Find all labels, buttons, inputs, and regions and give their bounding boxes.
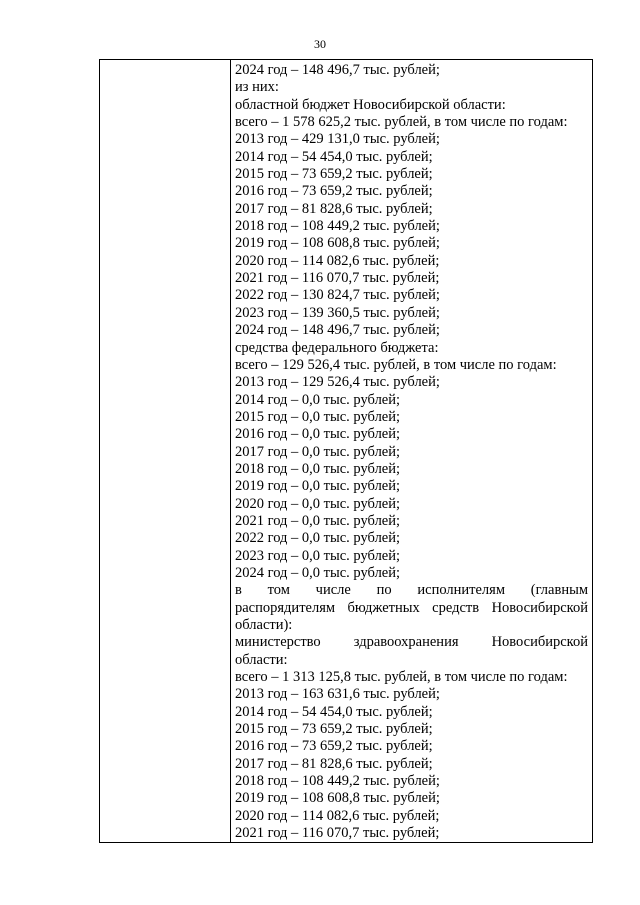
- text-line: всего – 129 526,4 тыс. рублей, в том числе по годам:: [235, 356, 557, 373]
- text-line: области:: [235, 651, 288, 668]
- text-line: 2015 год – 0,0 тыс. рублей;: [235, 408, 401, 425]
- text-line: министерство здравоохранения Новосибирской: [235, 634, 588, 651]
- text-line: 2013 год – 429 131,0 тыс. рублей;: [235, 131, 440, 148]
- text-line: 2021 год – 116 070,7 тыс. рублей;: [235, 270, 440, 287]
- table-content-cell: [231, 60, 593, 843]
- text-line: 2017 год – 81 828,6 тыс. рублей;: [235, 200, 433, 217]
- text-line: 2015 год – 73 659,2 тыс. рублей;: [235, 721, 433, 738]
- text-line: 2016 год – 73 659,2 тыс. рублей;: [235, 183, 433, 200]
- text-line: области):: [235, 617, 293, 633]
- text-line: 2023 год – 139 360,5 тыс. рублей;: [235, 304, 440, 321]
- table-label-cell: [100, 60, 231, 843]
- text-line: 2020 год – 114 082,6 тыс. рублей;: [235, 807, 440, 824]
- text-line: 2016 год – 0,0 тыс. рублей;: [235, 426, 401, 443]
- table-row: [100, 60, 593, 843]
- text-line: 2022 год – 130 824,7 тыс. рублей;: [235, 287, 440, 304]
- page-number: 30: [314, 37, 326, 51]
- text-line: 2020 год – 0,0 тыс. рублей;: [235, 495, 401, 512]
- text-line: 2024 год – 148 496,7 тыс. рублей;: [235, 322, 440, 339]
- text-line: средства федерального бюджета:: [235, 339, 439, 356]
- text-line: 2023 год – 0,0 тыс. рублей;: [235, 547, 401, 564]
- text-line: 2021 год – 0,0 тыс. рублей;: [235, 512, 401, 529]
- text-line: 2017 год – 81 828,6 тыс. рублей;: [235, 755, 433, 772]
- text-line: в том числе по исполнителям (главным: [235, 582, 588, 599]
- text-line: 2019 год – 108 608,8 тыс. рублей;: [235, 790, 440, 807]
- text-line: 2019 год – 0,0 тыс. рублей;: [235, 478, 401, 495]
- text-line: 2014 год – 54 454,0 тыс. рублей;: [235, 703, 433, 720]
- text-line: 2017 год – 0,0 тыс. рублей;: [235, 443, 401, 460]
- text-line: 2013 год – 129 526,4 тыс. рублей;: [235, 374, 440, 391]
- text-line: 2014 год – 0,0 тыс. рублей;: [235, 391, 401, 408]
- text-line: 2015 год – 73 659,2 тыс. рублей;: [235, 166, 433, 183]
- text-line: 2018 год – 108 449,2 тыс. рублей;: [235, 773, 440, 790]
- text-line: областной бюджет Новосибирской области:: [235, 96, 506, 113]
- text-line: 2020 год – 114 082,6 тыс. рублей;: [235, 252, 440, 269]
- text-line: 2019 год – 108 608,8 тыс. рублей;: [235, 235, 440, 252]
- text-line: 2013 год – 163 631,6 тыс. рублей;: [235, 686, 440, 703]
- text-line: 2018 год – 108 449,2 тыс. рублей;: [235, 218, 440, 235]
- program-funding-table: [99, 59, 593, 843]
- text-line: всего – 1 313 125,8 тыс. рублей, в том числе по годам:: [235, 669, 568, 686]
- text-line: 2018 год – 0,0 тыс. рублей;: [235, 460, 401, 477]
- text-line: 2024 год – 0,0 тыс. рублей;: [235, 564, 401, 581]
- text-line: 2016 год – 73 659,2 тыс. рублей;: [235, 738, 433, 755]
- text-line: 2021 год – 116 070,7 тыс. рублей;: [235, 825, 440, 842]
- funding-text-block: [235, 62, 588, 842]
- text-line: всего – 1 578 625,2 тыс. рублей, в том числе по годам:: [235, 114, 568, 131]
- text-line: из них:: [235, 79, 279, 96]
- text-line: распорядителям бюджетных средств Новосибирской: [235, 599, 588, 616]
- text-line: 2022 год – 0,0 тыс. рублей;: [235, 530, 401, 547]
- text-line: 2024 год – 148 496,7 тыс. рублей;: [235, 62, 440, 78]
- text-line: 2014 год – 54 454,0 тыс. рублей;: [235, 148, 433, 165]
